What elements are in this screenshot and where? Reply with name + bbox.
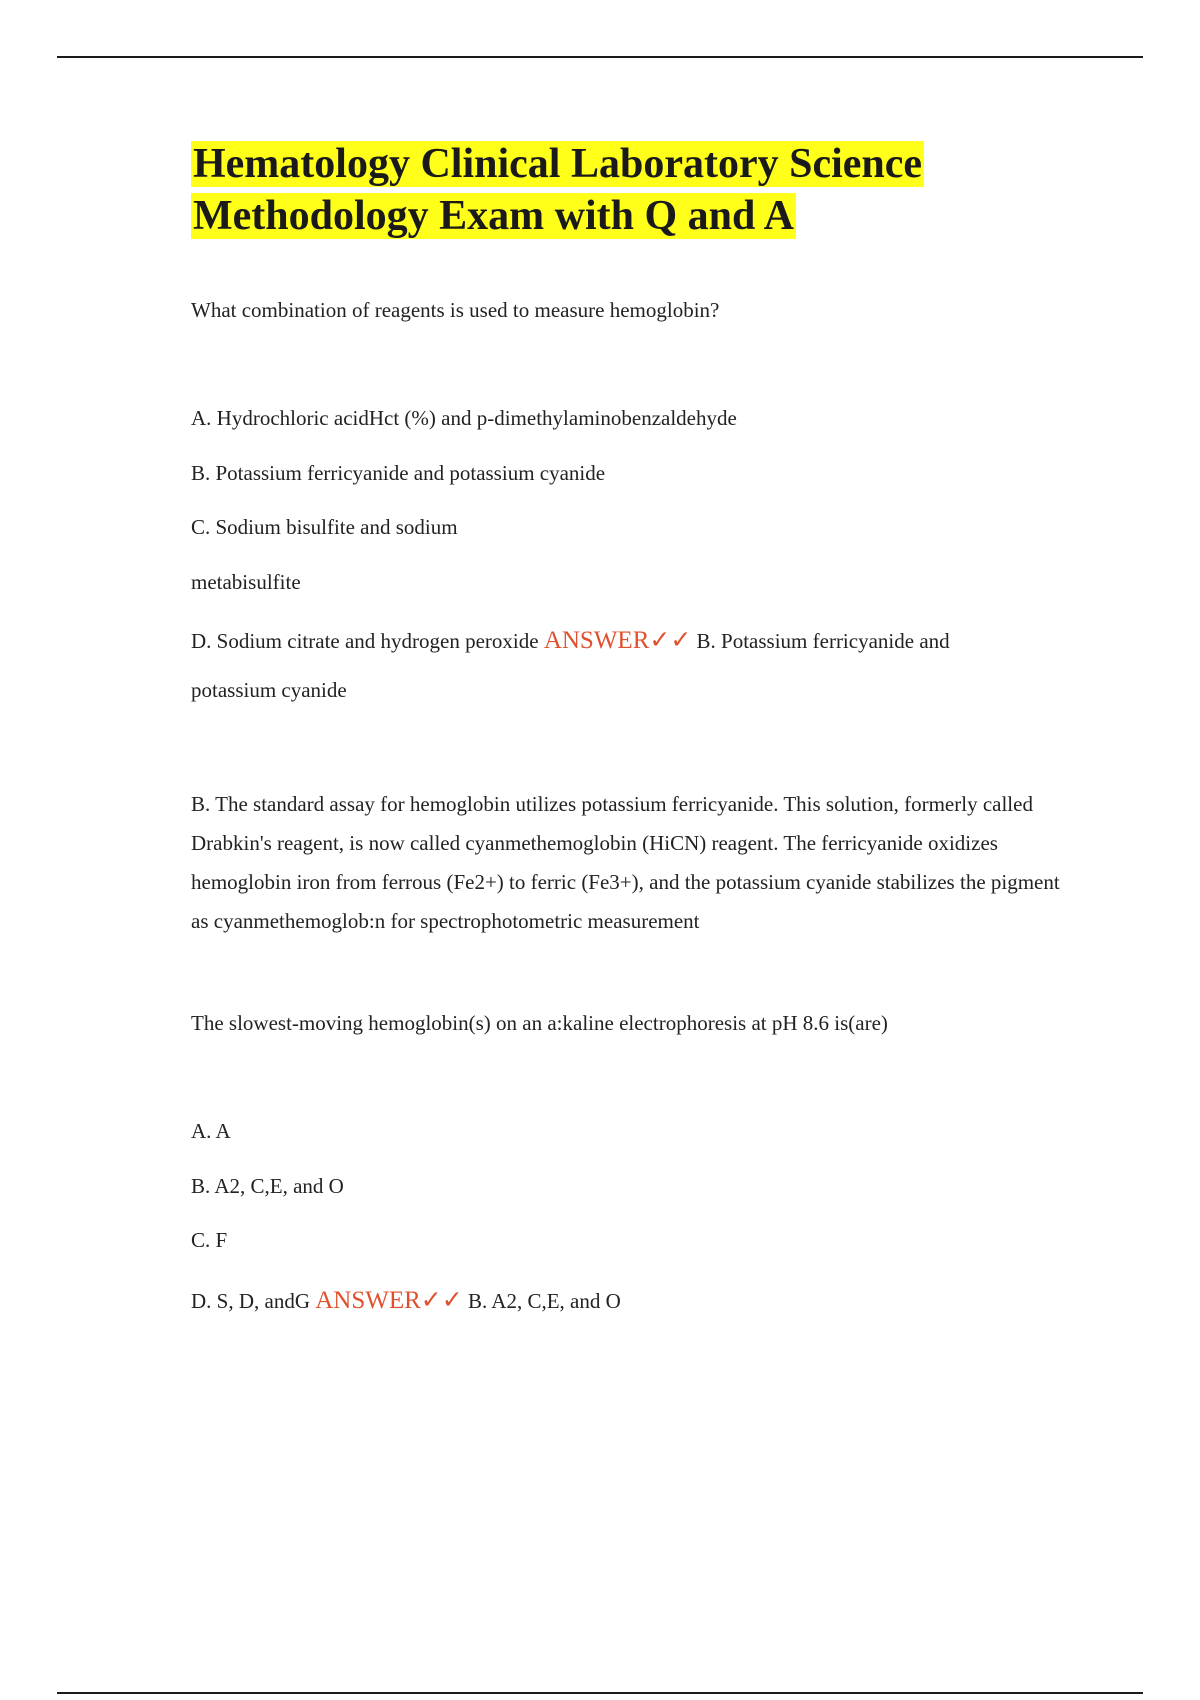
q1-option-c: C. Sodium bisulfite and sodium: [191, 515, 458, 539]
q2-option-d-line: [191, 1289, 621, 1313]
q2-option-d: D. S, D, andG: [191, 1289, 310, 1313]
q2-option-b: B. A2, C,E, and O: [191, 1174, 344, 1198]
q1-explanation: B. The standard assay for hemoglobin utilizes potassium ferricyanide. This solution, formerly called Drabkin's reagent, is now called cyanmethemoglobin (HiCN) reagent. The ferricyanide oxidizes hemoglobin iron from ferrous (Fe2+) to ferric (Fe3+), and the potassium cyanide stabilizes the pigment as cyanmethemoglob:n for spectrophotometric measurement: [191, 792, 1060, 933]
q2-option-a: A. A: [191, 1119, 231, 1143]
q1-option-d-line: [191, 629, 950, 653]
q1-option-b: B. Potassium ferricyanide and potassium cyanide: [191, 461, 606, 485]
q1-answer-marker: ANSWER✓✓: [543, 627, 692, 654]
q2-answer-text: B. A2, C,E, and O: [467, 1289, 621, 1313]
document-title: Hematology Clinical Laboratory Science Methodology Exam with Q and A: [193, 141, 923, 239]
footer-rule: [57, 1692, 1143, 1694]
q2-option-c: C. F: [191, 1228, 228, 1252]
q1-option-d: D. Sodium citrate and hydrogen peroxide: [191, 629, 539, 653]
q1-answer-text-continued: potassium cyanide: [191, 678, 347, 702]
question-2: The slowest-moving hemoglobin(s) on an a:kaline electrophoresis at pH 8.6 is(are): [191, 1011, 888, 1035]
q1-option-a: A. Hydrochloric acidHct (%) and p-dimethylaminobenzaldehyde: [191, 406, 737, 430]
q1-option-c-continued: metabisulfite: [191, 570, 301, 594]
question-1: What combination of reagents is used to measure hemoglobin?: [191, 298, 720, 322]
q1-answer-text: B. Potassium ferricyanide and: [696, 629, 950, 653]
document-body: [191, 138, 1091, 1314]
q2-answer-marker: ANSWER✓✓: [315, 1287, 463, 1314]
header-rule: [57, 56, 1143, 58]
